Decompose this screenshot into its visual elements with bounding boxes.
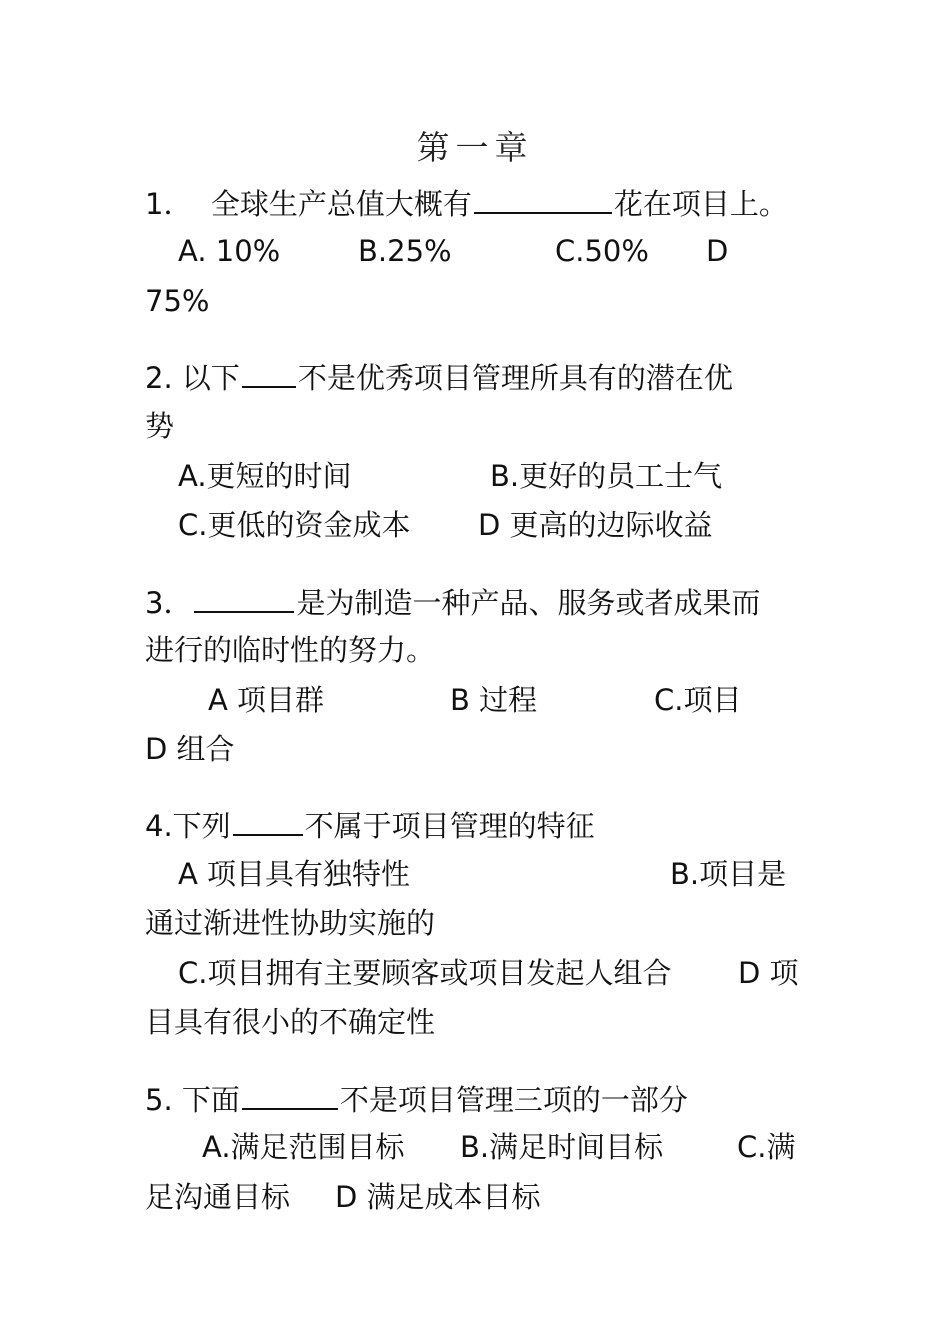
question-1-option-b: B.25% <box>358 234 452 268</box>
question-4-option-d-continued: 目具有很小的不确定性 <box>145 1005 436 1039</box>
question-1-stem-suffix: 花在项目上。 <box>613 187 788 221</box>
question-1-option-d-value: 75% <box>145 284 210 318</box>
question-5-blank <box>242 1076 338 1110</box>
question-2-option-d: D 更高的边际收益 <box>478 508 713 542</box>
question-5-option-d: D 满足成本目标 <box>335 1180 541 1214</box>
question-4-option-d: D 项 <box>738 956 799 990</box>
question-3-option-c: C.项目 <box>654 683 742 717</box>
question-5-option-c-continued: 足沟通目标 <box>145 1180 291 1214</box>
question-5-stem-suffix: 不是项目管理三项的一部分 <box>339 1083 688 1117</box>
question-5-option-a: A.满足范围目标 <box>202 1130 405 1164</box>
question-4-stem-prefix: 4.下列 <box>145 809 231 843</box>
question-4-option-a: A 项目具有独特性 <box>178 857 411 891</box>
question-1-option-a: A. 10% <box>178 234 281 268</box>
question-5-option-b: B.满足时间目标 <box>460 1130 664 1164</box>
question-3-stem <box>145 579 760 625</box>
question-2-blank <box>242 354 296 388</box>
question-2-stem-prefix: 2. 以下 <box>145 361 240 395</box>
question-1-blank <box>474 180 612 214</box>
question-3-stem-continued: 进行的临时性的努力。 <box>145 633 436 667</box>
question-1-option-c: C.50% <box>555 234 649 268</box>
question-1-stem-prefix: 1． 全球生产总值大概有 <box>145 187 472 221</box>
question-4-stem <box>145 802 595 848</box>
question-2-option-a: A.更短的时间 <box>178 459 352 493</box>
question-1-option-d: D <box>706 234 729 268</box>
question-2-stem-continued: 势 <box>145 409 175 443</box>
question-2-option-c: C.更低的资金成本 <box>178 508 411 542</box>
question-5-stem-prefix: 5. 下面 <box>145 1083 240 1117</box>
question-2-option-b: B.更好的员工士气 <box>490 459 723 493</box>
question-3-stem-suffix: 是为制造一种产品、服务或者成果而 <box>296 586 761 620</box>
chapter-title: 第一章 <box>416 128 534 167</box>
question-5-option-c: C.满 <box>737 1130 796 1164</box>
question-3-blank <box>194 579 294 613</box>
question-4-blank <box>233 802 303 836</box>
question-4-option-b-continued: 通过渐进性协助实施的 <box>145 906 436 940</box>
question-3-option-a: A 项目群 <box>208 683 325 717</box>
question-5-stem <box>145 1076 688 1122</box>
question-4-option-c: C.项目拥有主要顾客或项目发起人组合 <box>178 956 672 990</box>
question-2-stem-suffix: 不是优秀项目管理所具有的潜在优 <box>297 361 733 395</box>
question-4-option-b: B.项目是 <box>670 857 787 891</box>
question-1-stem <box>145 180 788 226</box>
question-3-option-d: D 组合 <box>145 732 235 766</box>
question-3-option-b: B 过程 <box>450 683 538 717</box>
question-3-stem-prefix: 3． <box>145 586 193 620</box>
question-2-stem <box>145 354 733 400</box>
question-4-stem-suffix: 不属于项目管理的特征 <box>304 809 595 843</box>
